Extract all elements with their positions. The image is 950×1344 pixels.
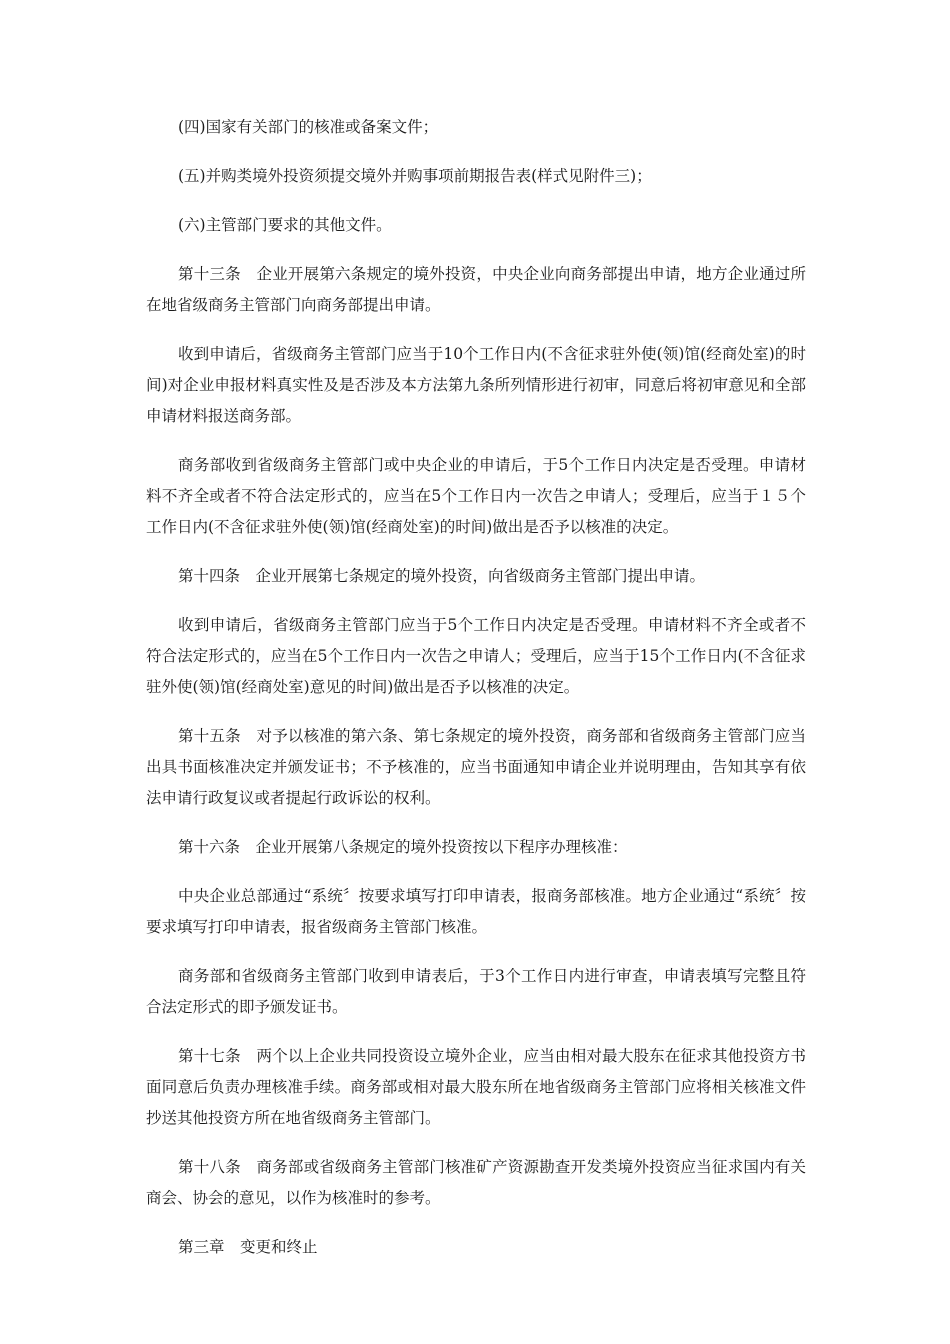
article-16-clause-3: 商务部和省级商务主管部门收到申请表后，于3个工作日内进行审查，申请表填写完整且符合法定形式的即予颁发证书。 bbox=[146, 967, 806, 1016]
article-16-clause-2: 中央企业总部通过“系统〞按要求填写打印申请表，报商务部核准。地方企业通过“系统〞按要求填写打印申请表，报省级商务主管部门核准。 bbox=[146, 887, 806, 936]
paragraph-item-6: (六)主管部门要求的其他文件。 bbox=[178, 216, 392, 234]
article-13: 第十三条 企业开展第六条规定的境外投资，中央企业向商务部提出申请，地方企业通过所在地省级商务主管部门向商务部提出申请。 bbox=[146, 265, 806, 314]
article-16: 第十六条 企业开展第八条规定的境外投资按以下程序办理核准： bbox=[178, 838, 628, 856]
article-17: 第十七条 两个以上企业共同投资设立境外企业，应当由相对最大股东在征求其他投资方书面同意后负责办理核准手续。商务部或相对最大股东所在地省级商务主管部门应将相关核准文件抄送其他投资方所在地省级商务主管部门。 bbox=[146, 1047, 806, 1127]
article-14: 第十四条 企业开展第七条规定的境外投资，向省级商务主管部门提出申请。 bbox=[178, 567, 706, 585]
article-13-clause-3: 商务部收到省级商务主管部门或中央企业的申请后，于5个工作日内决定是否受理。申请材料不齐全或者不符合法定形式的，应当在5个工作日内一次告之申请人；受理后，应当于１５个工作日内(不含征求驻外使(领)馆(经商处室)的时间)做出是否予以核准的决定。 bbox=[146, 456, 806, 536]
article-18: 第十八条 商务部或省级商务主管部门核准矿产资源勘查开发类境外投资应当征求国内有关商会、协会的意见，以作为核准时的参考。 bbox=[146, 1158, 806, 1207]
paragraph-item-4: (四)国家有关部门的核准或备案文件； bbox=[178, 118, 439, 136]
document-page bbox=[146, 112, 806, 1281]
chapter-3-heading: 第三章 变更和终止 bbox=[178, 1238, 318, 1256]
article-14-clause-2: 收到申请后，省级商务主管部门应当于5个工作日内决定是否受理。申请材料不齐全或者不符合法定形式的，应当在5个工作日内一次告之申请人；受理后，应当于15个工作日内(不含征求驻外使(领)馆(经商处室)意见的时间)做出是否予以核准的决定。 bbox=[146, 616, 806, 696]
article-13-clause-2: 收到申请后，省级商务主管部门应当于10个工作日内(不含征求驻外使(领)馆(经商处室)的时间)对企业申报材料真实性及是否涉及本方法第九条所列情形进行初审，同意后将初审意见和全部申请材料报送商务部。 bbox=[146, 345, 806, 425]
article-15: 第十五条 对予以核准的第六条、第七条规定的境外投资，商务部和省级商务主管部门应当出具书面核准决定并颁发证书；不予核准的，应当书面通知申请企业并说明理由，告知其享有依法申请行政复议或者提起行政诉讼的权利。 bbox=[146, 727, 806, 807]
paragraph-item-5: (五)并购类境外投资须提交境外并购事项前期报告表(样式见附件三)； bbox=[178, 167, 652, 185]
